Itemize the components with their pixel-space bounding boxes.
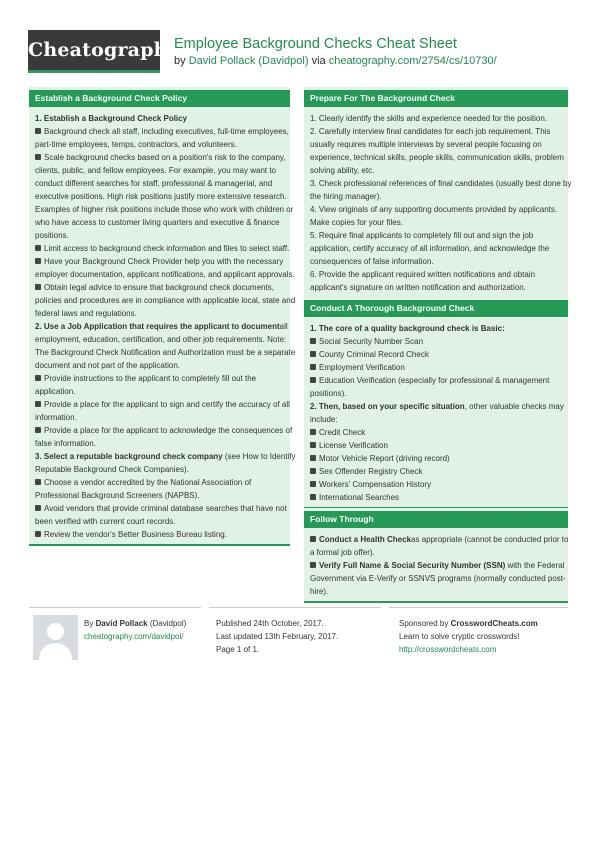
square-bullet-icon <box>35 245 41 251</box>
bold-phrase: 2. Then, based on your specific situation <box>310 402 465 411</box>
section-body <box>304 107 572 297</box>
square-bullet-icon <box>310 455 316 461</box>
text-fragment: all <box>279 322 288 331</box>
text-line: conduct different searches for staff, professional & managerial, and <box>35 179 273 188</box>
square-bullet-icon <box>35 258 41 264</box>
text-line: Motor Vehicle Report (driving record) <box>319 454 450 463</box>
text-line: 6. Provide the applicant required written notifications and obtain <box>310 270 536 279</box>
text-line: solving ability, etc. <box>310 166 375 175</box>
text-line: 1. Clearly identify the skills and experience needed for the position. <box>310 114 548 123</box>
text-line: policies and procedures are in compliance with applicable local, state and <box>35 296 296 305</box>
bold-phrase: Verify Full Name & Social Security Number (SSN) <box>319 561 506 570</box>
text-line: Avoid vendors that provide criminal database searches that have not <box>44 504 287 513</box>
square-bullet-icon <box>310 442 316 448</box>
sponsor-line <box>399 617 538 630</box>
text-line: Sex Offender Registry Check <box>319 467 423 476</box>
text-line: Obtain legal advice to ensure that background check documents, <box>44 283 274 292</box>
text-line: application, certify accuracy of all information, and acknowledge the <box>310 244 550 253</box>
square-bullet-icon <box>310 364 316 370</box>
section-heading: Establish a Background Check Policy <box>29 90 290 107</box>
text-line: 1. Establish a Background Check Policy <box>35 114 188 123</box>
section-bottom-rule <box>29 544 290 546</box>
text-line: Choose a vendor accredited by the National Association of <box>44 478 252 487</box>
text-line: experience, technical skills, people skills, communication skills, problem <box>310 153 564 162</box>
text-line: 1. The core of a quality background check is Basic: <box>310 324 505 333</box>
text-line: been verified with current court records. <box>35 517 176 526</box>
list-item <box>35 151 284 164</box>
list-item <box>35 398 290 411</box>
byline <box>174 55 497 67</box>
list-item <box>35 502 287 515</box>
square-bullet-icon <box>310 351 316 357</box>
text-line: 2. Carefully interview final candidates for each job requirement. This <box>310 127 551 136</box>
list-item <box>35 424 293 437</box>
text-line: usually requires multiple interviews by several people focusing on <box>310 140 542 149</box>
text-line: Make copies for your files. <box>310 218 403 227</box>
author-link[interactable]: David Pollack (Davidpol) <box>188 55 309 67</box>
sponsored-by-label: Sponsored by <box>399 619 449 628</box>
list-item <box>35 528 284 541</box>
footer-dates-block <box>216 617 338 656</box>
square-bullet-icon <box>310 494 316 500</box>
section-follow-through <box>304 508 568 603</box>
text-line: Provide a place for the applicant to sign and certify the accuracy of all <box>44 400 290 409</box>
text-line <box>35 320 288 333</box>
text-line: Social Security Number Scan <box>319 337 424 346</box>
bold-phrase: 3. Select a reputable background check company <box>35 452 223 461</box>
text-fragment: , other valuable checks may <box>464 402 564 411</box>
square-bullet-icon <box>310 377 316 383</box>
page-title: Employee Background Checks Cheat Sheet <box>174 36 457 52</box>
text-line: Have your Background Check Provider help you with the necessary <box>44 257 284 266</box>
section-body <box>304 317 568 507</box>
text-line: positions. <box>35 231 69 240</box>
text-line: include: <box>310 415 338 424</box>
published-date: Published 24th October, 2017. <box>216 619 324 628</box>
text-line: Workers' Compensation History <box>319 480 432 489</box>
list-item <box>35 476 284 489</box>
avatar-head-shape <box>47 623 64 640</box>
footer-divider <box>29 607 201 608</box>
text-line: Education Verification (especially for professional & management <box>319 376 550 385</box>
footer-author-block <box>84 617 186 643</box>
text-fragment: (see How to Identify <box>222 452 296 461</box>
list-item <box>35 255 284 268</box>
text-line: International Searches <box>319 493 400 502</box>
list-item <box>310 426 562 439</box>
text-line: Scale background checks based on a position's risk to the company, <box>44 153 286 162</box>
text-line: Limit access to background check information and files to select staff. <box>44 244 290 253</box>
text-line: applicant's signature on written notification and authorization. <box>310 283 526 292</box>
text-line: positions). <box>310 389 347 398</box>
text-line: County Criminal Record Check <box>319 350 429 359</box>
text-line <box>310 400 562 413</box>
list-item <box>310 533 569 546</box>
square-bullet-icon <box>35 284 41 290</box>
square-bullet-icon <box>35 401 41 407</box>
list-item <box>310 439 562 452</box>
section-body <box>304 528 568 601</box>
user-avatar-icon[interactable] <box>33 615 78 660</box>
square-bullet-icon <box>35 479 41 485</box>
author-profile-link[interactable]: cheatography.com/davidpol/ <box>84 632 184 641</box>
text-line: Provide instructions to the applicant to completely fill out the <box>44 374 257 383</box>
square-bullet-icon <box>310 536 316 542</box>
list-item <box>310 452 562 465</box>
text-line: document and not part of the application. <box>35 361 180 370</box>
list-item <box>35 281 284 294</box>
list-item <box>310 374 562 387</box>
text-line: consequences of false information. <box>310 257 434 266</box>
sponsor-name: CrosswordCheats.com <box>450 619 538 628</box>
section-conduct <box>304 297 568 509</box>
bold-phrase: Conduct a Health Check <box>319 535 412 544</box>
sponsor-link[interactable]: http://crosswordcheats.com <box>399 645 497 654</box>
text-line: information. <box>35 413 77 422</box>
square-bullet-icon <box>310 429 316 435</box>
square-bullet-icon <box>310 562 316 568</box>
text-line: Review the vendor's Better Business Bureau listing. <box>44 530 227 539</box>
text-line: Professional Background Screeners (NAPBS). <box>35 491 200 500</box>
square-bullet-icon <box>35 427 41 433</box>
sheet-url-link[interactable]: cheatography.com/2754/cs/10730/ <box>328 55 497 67</box>
text-line: Provide a place for the applicant to acknowledge the consequences of <box>44 426 293 435</box>
text-line: a formal job offer). <box>310 548 375 557</box>
list-item <box>35 125 289 138</box>
section-establish-policy <box>29 87 296 546</box>
list-item <box>310 478 562 491</box>
list-item <box>310 335 562 348</box>
text-line: executive positions. High risk positions justify more extensive research. <box>35 192 287 201</box>
section-prepare <box>304 87 572 299</box>
text-line: application. <box>35 387 76 396</box>
text-line: employer documentation, applicant notifications, and applicant approvals. <box>35 270 295 279</box>
square-bullet-icon <box>310 481 316 487</box>
list-item <box>310 348 562 361</box>
footer-divider <box>209 607 381 608</box>
square-bullet-icon <box>35 128 41 134</box>
text-line: hire). <box>310 587 329 596</box>
square-bullet-icon <box>35 375 41 381</box>
footer-author-name: David Pollack <box>95 619 148 628</box>
bold-phrase: 2. Use a Job Application that requires the applicant to document <box>35 322 280 331</box>
text-fragment: as appropriate (cannot be conducted prior to <box>411 535 569 544</box>
text-fragment: with the Federal <box>505 561 565 570</box>
square-bullet-icon <box>35 531 41 537</box>
list-item <box>310 361 562 374</box>
footer-sponsor-block <box>399 617 538 656</box>
text-line: 4. View originals of any supporting documents provided by applicants. <box>310 205 558 214</box>
page-count: Page 1 of 1. <box>216 645 260 654</box>
avatar-body-shape <box>39 643 72 660</box>
text-line: who have access to customer living quarters and executive & finance <box>35 218 280 227</box>
list-item <box>310 559 565 572</box>
text-line: clients, public, and fellow employees. For example, you may want to <box>35 166 277 175</box>
list-item <box>310 465 562 478</box>
footer <box>29 607 568 677</box>
text-line: Background check all staff, including executives, full-time employees, <box>44 127 289 136</box>
text-line: federal laws and regulations. <box>35 309 137 318</box>
text-line: 5. Require final applicants to completely fill out and sign the job <box>310 231 534 240</box>
sponsor-tagline: Learn to solve cryptic crosswords! <box>399 632 520 641</box>
footer-by-label: By <box>84 619 94 628</box>
list-item <box>310 491 562 504</box>
text-line: Government via E-Verify or SSNVS programs (normally conducted post- <box>310 574 566 583</box>
text-line: License Verification <box>319 441 388 450</box>
text-line: Reputable Background Check Companies). <box>35 465 189 474</box>
footer-divider <box>389 607 568 608</box>
square-bullet-icon <box>35 154 41 160</box>
text-line <box>35 450 296 463</box>
text-line: employment, education, certification, and other job requirements. Note: <box>35 335 287 344</box>
square-bullet-icon <box>310 338 316 344</box>
updated-date: Last updated 13th February, 2017. <box>216 632 339 641</box>
section-body <box>29 107 296 544</box>
list-item <box>35 242 290 255</box>
text-line: Examples of higher risk positions include those who work with children or <box>35 205 294 214</box>
cheatography-logo[interactable]: Cheatography <box>28 30 160 73</box>
section-heading: Prepare For The Background Check <box>304 90 568 107</box>
text-line: the hiring manager). <box>310 192 382 201</box>
square-bullet-icon <box>35 505 41 511</box>
section-bottom-rule <box>304 601 568 603</box>
footer-author-line <box>84 617 186 630</box>
section-heading: Conduct A Thorough Background Check <box>304 300 568 317</box>
text-line: Credit Check <box>319 428 366 437</box>
footer-author-handle: (Davidpol) <box>149 619 187 628</box>
text-line: Employment Verification <box>319 363 405 372</box>
text-line: The Background Check Notification and Authorization must be a separate <box>35 348 296 357</box>
section-heading: Follow Through <box>304 511 568 528</box>
square-bullet-icon <box>310 468 316 474</box>
text-line: false information. <box>35 439 96 448</box>
list-item <box>35 372 284 385</box>
text-line: 3. Check professional references of final candidates (usually best done by <box>310 179 572 188</box>
byline-via: via <box>311 55 326 67</box>
text-line: part-time employees, temps, contractors, and volunteers. <box>35 140 237 149</box>
byline-by: by <box>174 55 186 67</box>
